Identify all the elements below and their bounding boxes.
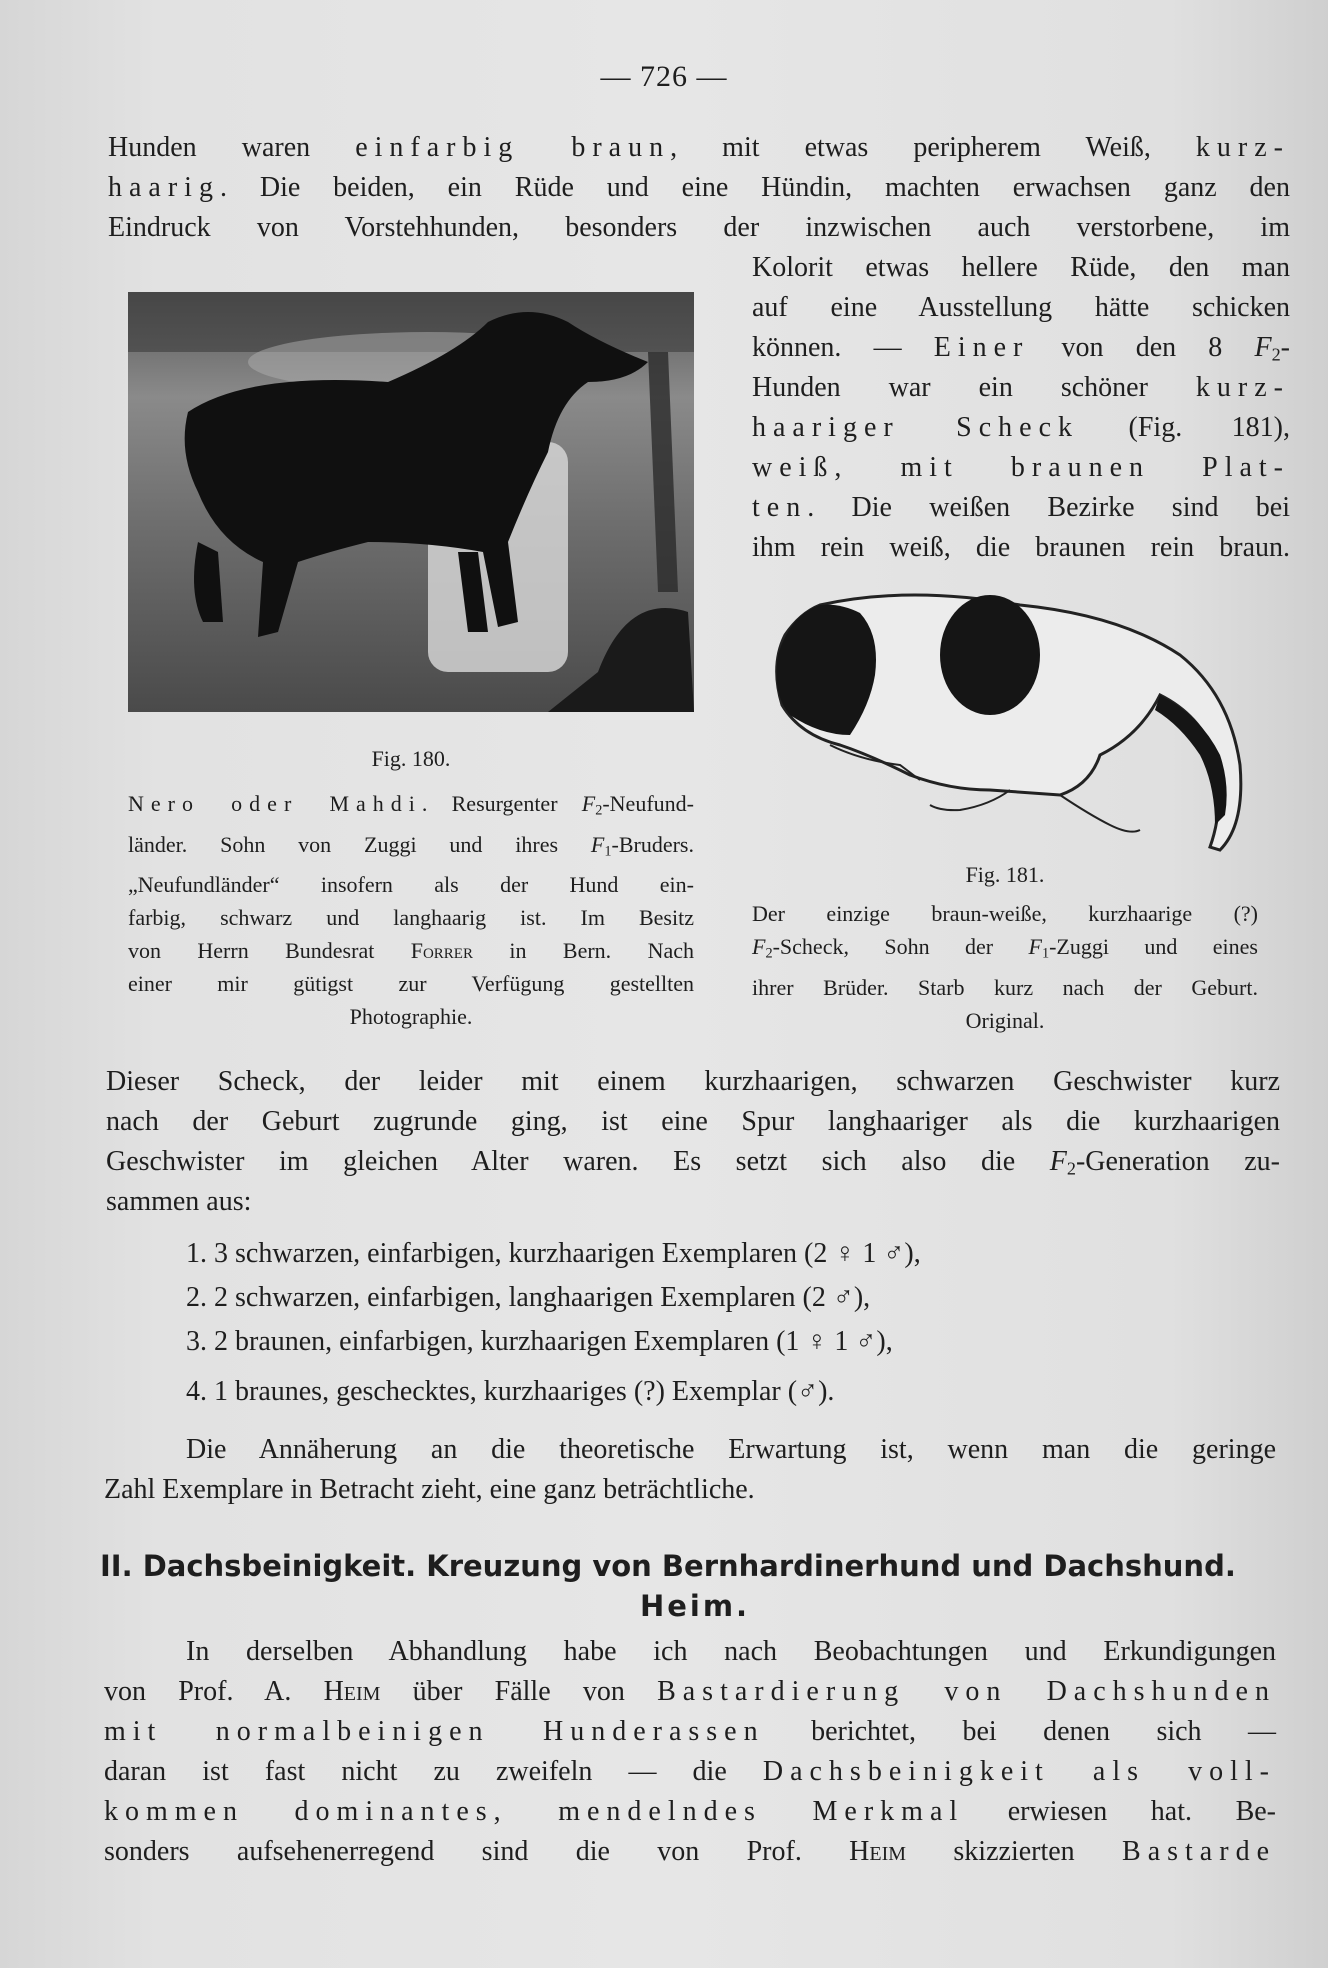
newfoundland-dog-photo [128,292,694,712]
list-item: 2. 2 schwarzen, einfarbigen, langhaarigen Exemplaren (2 ♂), [186,1282,871,1313]
text-line: Hunden war ein schöner kurz- [752,372,1290,403]
text-line: weiß, mit braunen Plat- [752,452,1290,483]
text-line: mit normalbeinigen Hunderassen berichtet, bei denen sich — [104,1716,1276,1747]
caption-line: länder. Sohn von Zuggi und ihres $F_1$-Bruders. [128,831,694,860]
text-line: Zahl Exemplare in Betracht zieht, eine ganz beträchtliche. [104,1474,755,1505]
text-line: Geschwister im gleichen Alter waren. Es setzt sich also die $F_2$-Generation zu- [106,1146,1280,1179]
page-number: — 726 — [600,60,728,93]
text-line: haariger Scheck (Fig. 181), [752,412,1290,443]
section-author: Heim. [639,1589,751,1623]
text-line: Die Annäherung an die theoretische Erwartung ist, wenn man die geringe [186,1434,1276,1465]
section-heading: II. Dachsbeinigkeit. Kreuzung von Bernhardinerhund und Dachshund. [100,1549,1236,1583]
text-line: ten. Die weißen Bezirke sind bei [752,492,1290,523]
caption-line: „Neufundländer“ insofern als der Hund ein- [128,872,694,898]
text-line: Dieser Scheck, der leider mit einem kurzhaarigen, schwarzen Geschwister kurz [106,1066,1280,1097]
list-item: 4. 1 braunes, geschecktes, kurzhaariges (?) Exemplar (♂). [186,1376,835,1407]
text-line: sammen aus: [106,1186,252,1217]
caption-line: von Herrn Bundesrat Forrer in Bern. Nach [128,938,694,964]
caption-line: $F_2$-Scheck, Sohn der $F_1$-Zuggi und eines [752,934,1258,962]
caption-line: Nero oder Mahdi. Resurgenter $F_2-Neufund-$ [128,791,694,819]
figure-181-caption [752,858,1258,1037]
caption-line: ihrer Brüder. Starb kurz nach der Geburt. [752,974,1258,1000]
text-line: sonders aufsehenerregend sind die von Prof. Heim skizzierten Bastarde [104,1836,1276,1867]
caption-line: Der einzige braun-weiße, kurzhaarige (?) [752,901,1258,926]
figure-181-label: Fig. 181. [965,862,1045,887]
caption-line: farbig, schwarz und langhaarig ist. Im Besitz [128,905,694,931]
text-line: Hunden waren einfarbig braun, mit etwas peripherem Weiß, kurz- [108,132,1290,163]
caption-line: Photographie. [349,1004,473,1030]
piebald-puppy-drawing [760,585,1260,855]
figure-180-label: Fig. 180. [371,746,451,771]
text-line: ihm rein weiß, die braunen rein braun. [752,532,1290,563]
text-line: Eindruck von Vorstehhunden, besonders der inzwischen auch verstorbene, im [108,212,1290,243]
list-item: 3. 2 braunen, einfarbigen, kurzhaarigen Exemplaren (1 ♀ 1 ♂), [186,1326,893,1357]
figure-180-caption [128,742,694,1033]
text-line: daran ist fast nicht zu zweifeln — die Dachsbeinigkeit als voll- [104,1756,1276,1787]
text-line: kommen dominantes, mendelndes Merkmal erwiesen hat. Be- [104,1796,1276,1827]
list-item: 1. 3 schwarzen, einfarbigen, kurzhaarigen Exemplaren (2 ♀ 1 ♂), [186,1238,921,1269]
text-line: auf eine Ausstellung hätte schicken [752,292,1290,323]
caption-line: einer mir gütigst zur Verfügung gestellten [128,971,694,997]
text-line: können. — Einer von den 8 $F_2-$ [752,332,1290,365]
text-line: von Prof. A. Heim über Fälle von Bastardierung von Dachshunden [104,1676,1276,1707]
text-line: In derselben Abhandlung habe ich nach Beobachtungen und Erkundigungen [186,1636,1276,1667]
text-line: Kolorit etwas hellere Rüde, den man [752,252,1290,283]
text-line: nach der Geburt zugrunde ging, ist eine Spur langhaariger als die kurzhaarigen [106,1106,1280,1137]
text-line: haarig. Die beiden, ein Rüde und eine Hündin, machten erwachsen ganz den [108,172,1290,203]
caption-line: Original. [965,1007,1045,1033]
